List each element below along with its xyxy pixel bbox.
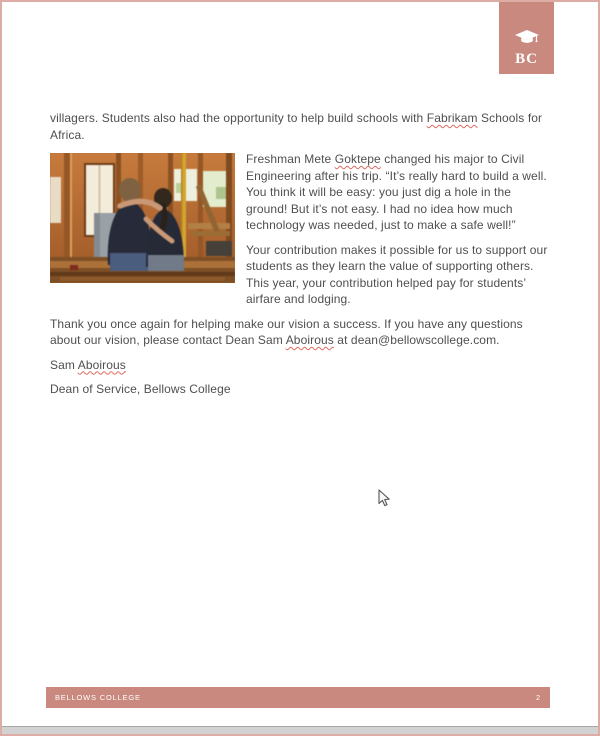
paragraph-text: Schools for Africa. — [50, 111, 543, 142]
paragraph-freshman — [50, 151, 555, 234]
spellcheck-word-aboirous: Aboirous — [285, 333, 334, 347]
paragraph-text: Freshman Mete — [246, 152, 335, 166]
logo-initials: BC — [515, 51, 538, 67]
spellcheck-word-aboirous-sig: Aboirous — [77, 357, 126, 372]
mouse-cursor — [378, 489, 391, 507]
campus-photo — [50, 153, 235, 283]
graduation-cap-icon — [514, 29, 540, 46]
signature-title: Dean of Service, Bellows College — [50, 382, 231, 396]
paragraph-text: villagers. Students also had the opportunity to help build schools with — [50, 111, 427, 125]
paragraph-text: Sam — [50, 357, 78, 372]
spellcheck-word-goktepe: Goktepe — [334, 152, 381, 166]
footer-page-number: 2 — [536, 693, 541, 702]
page-bottom-edge — [2, 726, 598, 734]
footer-college-name: BELLOWS COLLEGE — [55, 693, 141, 702]
paragraph-contribution: Your contribution makes it possible for us to support our students as they learn the value of supporting others. This year, your contribution helped pay for students’ airfare and lodging. — [246, 242, 548, 306]
paragraph-text: at dean@bellowscollege.com. — [333, 333, 500, 347]
paragraph-thankyou — [50, 316, 555, 349]
paragraph-text: changed his major to Civil Engineering after his trip. “It’s really hard to build a well. You think it will be easy: you just dig a hole in the ground! But it’s not easy. I had no idea how much technology was needed, just to make a safe well!” — [246, 152, 547, 232]
college-logo — [499, 2, 554, 74]
spellcheck-word-fabrikam: Fabrikam — [426, 111, 478, 125]
paragraph-text: Thank you once again for helping make our vision a success. If you have any questions about our vision, please contact Dean Sam — [50, 316, 523, 347]
page-footer — [46, 687, 550, 708]
signature-name — [50, 357, 555, 374]
paragraph-villagers — [50, 110, 555, 143]
